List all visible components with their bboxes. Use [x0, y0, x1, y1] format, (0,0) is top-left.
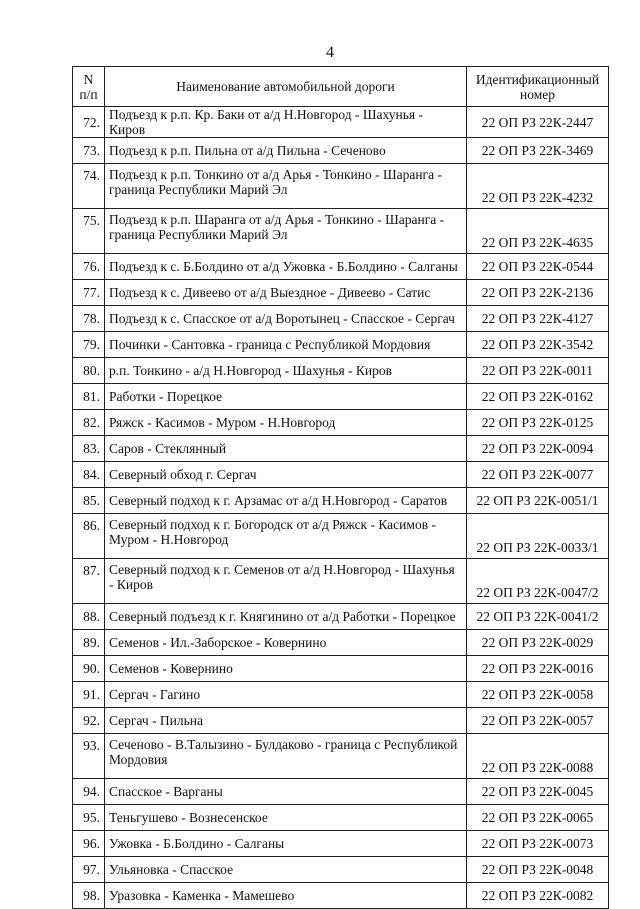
- road-name: р.п. Тонкино - а/д Н.Новгород - Шахунья - Киров: [105, 358, 467, 384]
- row-number: 77.: [73, 280, 105, 306]
- row-number: 78.: [73, 306, 105, 332]
- road-name: Ульяновка - Спасское: [105, 857, 467, 883]
- table-row: [73, 280, 609, 306]
- table-row: [73, 656, 609, 682]
- road-identification-number: 22 ОП РЗ 22К-0057: [467, 708, 609, 734]
- table-row: [73, 209, 609, 254]
- road-identification-number: 22 ОП РЗ 22К-2447: [467, 107, 609, 138]
- row-number: 89.: [73, 630, 105, 656]
- table-body: [73, 107, 609, 909]
- table-row: [73, 831, 609, 857]
- row-number: 95.: [73, 805, 105, 831]
- table-row: [73, 779, 609, 805]
- road-name: Уразовка - Каменка - Мамешево: [105, 883, 467, 909]
- table-row: [73, 138, 609, 164]
- table-row: [73, 384, 609, 410]
- table-header: [73, 67, 609, 107]
- table-row: [73, 107, 609, 138]
- row-number: 92.: [73, 708, 105, 734]
- road-name: Теньгушево - Вознесенское: [105, 805, 467, 831]
- row-number: 86.: [73, 514, 105, 559]
- road-name: Саров - Стеклянный: [105, 436, 467, 462]
- road-name: Северный обход г. Сергач: [105, 462, 467, 488]
- table-row: [73, 358, 609, 384]
- road-identification-number: 22 ОП РЗ 22К-0045: [467, 779, 609, 805]
- road-identification-number: 22 ОП РЗ 22К-3542: [467, 332, 609, 358]
- road-identification-number: 22 ОП РЗ 22К-0058: [467, 682, 609, 708]
- road-name: Подъезд к р.п. Тонкино от а/д Арья - Тонкино - Шаранга - граница Республики Марий Эл: [105, 164, 467, 209]
- table-row: [73, 857, 609, 883]
- table-row: [73, 805, 609, 831]
- table-row: [73, 604, 609, 630]
- row-number: 81.: [73, 384, 105, 410]
- road-name: Сеченово - В.Талызино - Булдаково - граница с Республикой Мордовия: [105, 734, 467, 779]
- road-name: Подъезд к р.п. Шаранга от а/д Арья - Тонкино - Шаранга - граница Республики Марий Эл: [105, 209, 467, 254]
- row-number: 98.: [73, 883, 105, 909]
- table-row: [73, 488, 609, 514]
- row-number: 88.: [73, 604, 105, 630]
- table-row: [73, 332, 609, 358]
- header-identification-number: Идентификационный номер: [467, 67, 609, 107]
- road-name: Починки - Сантовка - граница с Республикой Мордовия: [105, 332, 467, 358]
- road-identification-number: 22 ОП РЗ 22К-0125: [467, 410, 609, 436]
- road-name: Северный подъезд к г. Княгинино от а/д Работки - Порецкое: [105, 604, 467, 630]
- row-number: 91.: [73, 682, 105, 708]
- road-name: Семенов - Ил.-Заборское - Ковернино: [105, 630, 467, 656]
- road-name: Сергач - Пильна: [105, 708, 467, 734]
- table-row: [73, 630, 609, 656]
- row-number: 87.: [73, 559, 105, 604]
- road-name: Ужовка - Б.Болдино - Салганы: [105, 831, 467, 857]
- header-road-name: Наименование автомобильной дороги: [105, 67, 467, 107]
- road-identification-number: 22 ОП РЗ 22К-4232: [467, 164, 609, 209]
- header-number: N п/п: [73, 67, 105, 107]
- row-number: 80.: [73, 358, 105, 384]
- road-identification-number: 22 ОП РЗ 22К-0029: [467, 630, 609, 656]
- road-identification-number: 22 ОП РЗ 22К-0048: [467, 857, 609, 883]
- road-name: Спасское - Варганы: [105, 779, 467, 805]
- table-row: [73, 682, 609, 708]
- row-number: 82.: [73, 410, 105, 436]
- row-number: 85.: [73, 488, 105, 514]
- road-identification-number: 22 ОП РЗ 22К-3469: [467, 138, 609, 164]
- road-identification-number: 22 ОП РЗ 22К-4635: [467, 209, 609, 254]
- road-identification-number: 22 ОП РЗ 22К-0073: [467, 831, 609, 857]
- road-name: Северный подход к г. Семенов от а/д Н.Новгород - Шахунья - Киров: [105, 559, 467, 604]
- table-row: [73, 514, 609, 559]
- row-number: 75.: [73, 209, 105, 254]
- road-identification-number: 22 ОП РЗ 22К-0077: [467, 462, 609, 488]
- road-name: Подъезд к р.п. Пильна от а/д Пильна - Сеченово: [105, 138, 467, 164]
- row-number: 97.: [73, 857, 105, 883]
- road-identification-number: 22 ОП РЗ 22К-0016: [467, 656, 609, 682]
- row-number: 96.: [73, 831, 105, 857]
- table-row: [73, 306, 609, 332]
- row-number: 72.: [73, 107, 105, 138]
- road-name: Работки - Порецкое: [105, 384, 467, 410]
- table-row: [73, 254, 609, 280]
- row-number: 94.: [73, 779, 105, 805]
- table-row: [73, 708, 609, 734]
- road-identification-number: 22 ОП РЗ 22К-0065: [467, 805, 609, 831]
- road-identification-number: 22 ОП РЗ 22К-4127: [467, 306, 609, 332]
- road-name: Сергач - Гагино: [105, 682, 467, 708]
- road-identification-number: 22 ОП РЗ 22К-0094: [467, 436, 609, 462]
- table-row: [73, 734, 609, 779]
- road-identification-number: 22 ОП РЗ 22К-0544: [467, 254, 609, 280]
- road-name: Подъезд к с. Б.Болдино от а/д Ужовка - Б.Болдино - Салганы: [105, 254, 467, 280]
- page-number: 4: [326, 44, 334, 61]
- road-identification-number: 22 ОП РЗ 22К-2136: [467, 280, 609, 306]
- row-number: 73.: [73, 138, 105, 164]
- row-number: 79.: [73, 332, 105, 358]
- table-row: [73, 559, 609, 604]
- row-number: 93.: [73, 734, 105, 779]
- row-number: 74.: [73, 164, 105, 209]
- road-identification-number: 22 ОП РЗ 22К-0041/2: [467, 604, 609, 630]
- road-name: Семенов - Ковернино: [105, 656, 467, 682]
- road-identification-number: 22 ОП РЗ 22К-0033/1: [467, 514, 609, 559]
- row-number: 83.: [73, 436, 105, 462]
- road-identification-number: 22 ОП РЗ 22К-0011: [467, 358, 609, 384]
- road-identification-number: 22 ОП РЗ 22К-0047/2: [467, 559, 609, 604]
- road-name: Подъезд к с. Спасское от а/д Воротынец - Спасское - Сергач: [105, 306, 467, 332]
- road-identification-number: 22 ОП РЗ 22К-0051/1: [467, 488, 609, 514]
- road-identification-number: 22 ОП РЗ 22К-0088: [467, 734, 609, 779]
- row-number: 90.: [73, 656, 105, 682]
- road-identification-number: 22 ОП РЗ 22К-0162: [467, 384, 609, 410]
- road-name: Подъезд к р.п. Кр. Баки от а/д Н.Новгород - Шахунья - Киров: [105, 107, 467, 138]
- table-row: [73, 410, 609, 436]
- road-name: Северный подход к г. Богородск от а/д Ряжск - Касимов - Муром - Н.Новгород: [105, 514, 467, 559]
- road-name: Подъезд к с. Дивеево от а/д Выездное - Дивеево - Сатис: [105, 280, 467, 306]
- table-row: [73, 436, 609, 462]
- row-number: 84.: [73, 462, 105, 488]
- road-name: Ряжск - Касимов - Муром - Н.Новгород: [105, 410, 467, 436]
- row-number: 76.: [73, 254, 105, 280]
- road-identification-number: 22 ОП РЗ 22К-0082: [467, 883, 609, 909]
- roads-table: [72, 66, 609, 909]
- table-row: [73, 462, 609, 488]
- road-name: Северный подход к г. Арзамас от а/д Н.Новгород - Саратов: [105, 488, 467, 514]
- table-row: [73, 164, 609, 209]
